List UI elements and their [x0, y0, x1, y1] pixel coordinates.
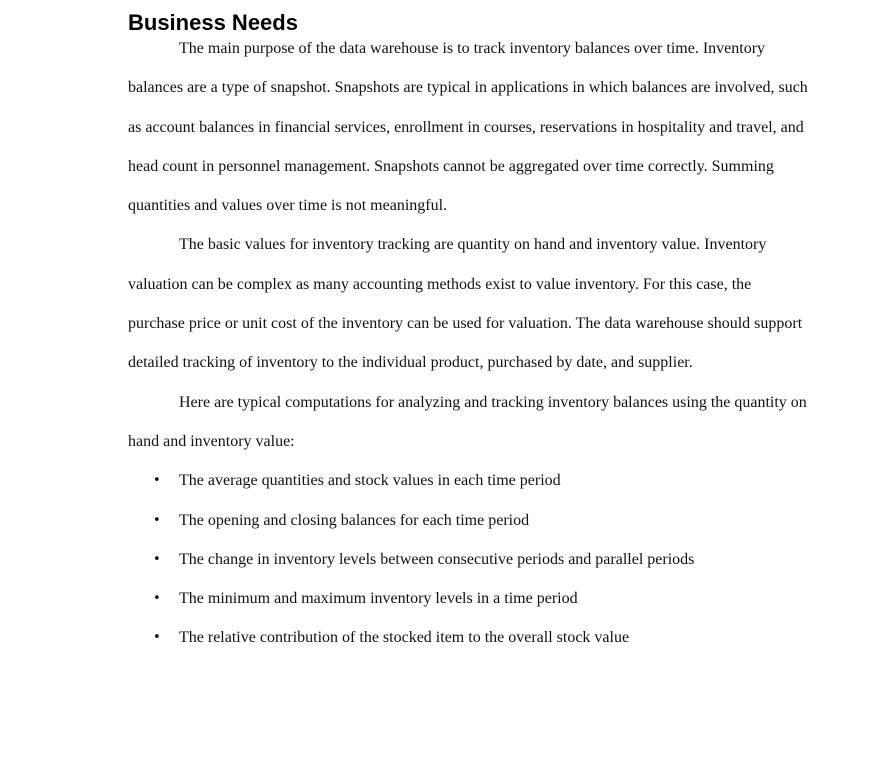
list-item: [128, 501, 808, 540]
list-item: [128, 618, 808, 657]
list-item: [128, 579, 808, 618]
paragraph: The basic values for inventory tracking are quantity on hand and inventory value. Inventory valuation can be complex as many accounting methods exist to value inventory. For this case, the purchase price or unit cost of the inventory can be used for valuation. The data warehouse should support detailed tracking of inventory to the individual product, purchased by date, and supplier.: [128, 236, 803, 372]
paragraph: Here are typical computations for analyzing and tracking inventory balances using the quantity on hand and inventory value:: [128, 393, 807, 450]
bullet-icon: •: [153, 551, 161, 567]
bullet-list: [128, 461, 808, 657]
paragraph: The main purpose of the data warehouse is to track inventory balances over time. Inventory balances are a type of snapshot. Snapshots are typical in applications in which balances are involved, such as account balances in financial services, enrollment in courses, reservations in hospitality and travel, and head count in personnel management. Snapshots cannot be aggregated over time correctly. Summing quantities and values over time is not meaningful.: [128, 40, 808, 215]
bullet-icon: •: [153, 473, 161, 489]
list-item-text: The opening and closing balances for each time period: [179, 511, 530, 529]
list-item-text: The minimum and maximum inventory levels in a time period: [179, 590, 578, 608]
section-heading: Business Needs: [128, 10, 298, 35]
list-item-text: The relative contribution of the stocked item to the overall stock value: [179, 629, 630, 647]
bullet-icon: •: [153, 591, 161, 607]
list-item: [128, 540, 808, 579]
list-item-text: The change in inventory levels between consecutive periods and parallel periods: [179, 550, 695, 568]
document-page: [128, 0, 808, 658]
bullet-icon: •: [153, 512, 161, 528]
bullet-icon: •: [153, 630, 161, 646]
list-item: [128, 461, 808, 500]
list-item-text: The average quantities and stock values in each time period: [179, 472, 561, 490]
